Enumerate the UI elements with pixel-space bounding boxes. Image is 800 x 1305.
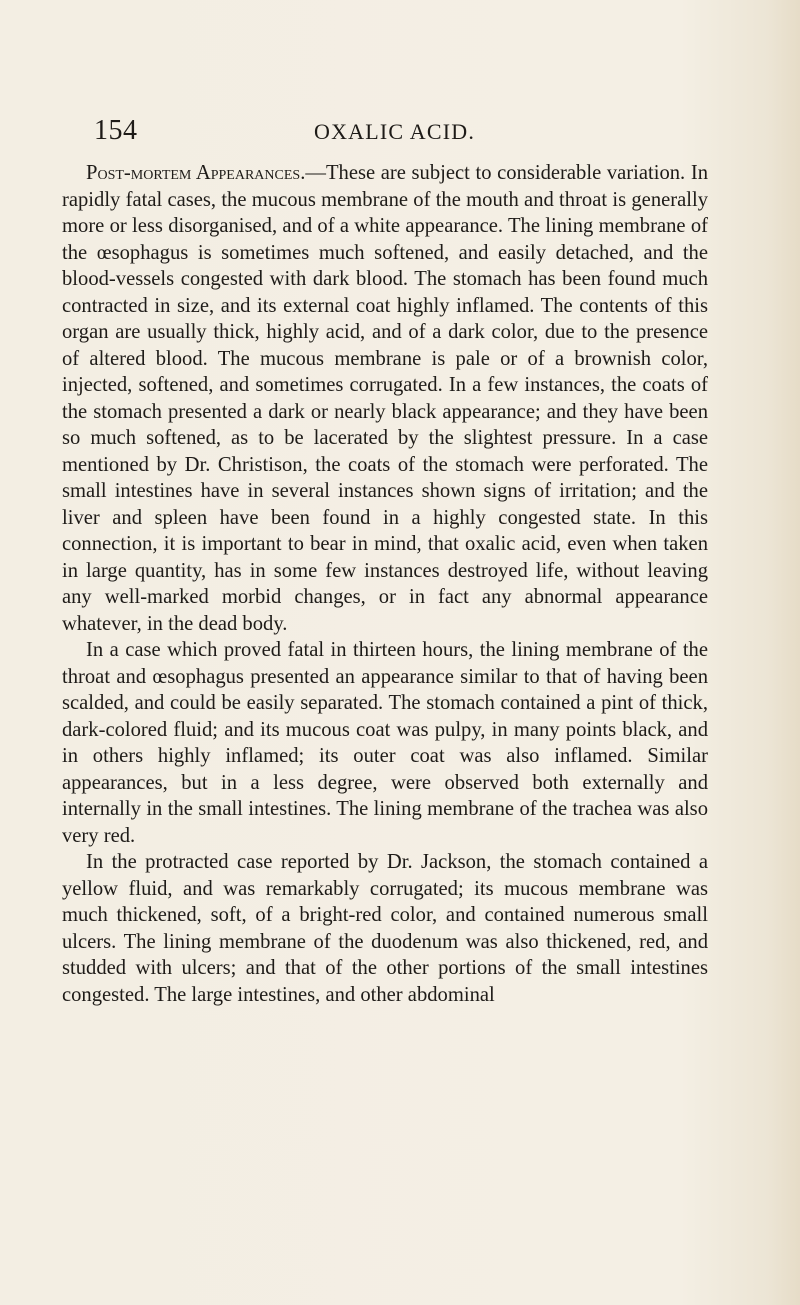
page-number: 154 [94, 115, 138, 146]
body-text [62, 160, 708, 1008]
running-title: OXALIC ACID. [314, 119, 476, 144]
paragraph-post-mortem [62, 160, 708, 637]
section-lead: Post-mortem Appearances. [86, 162, 306, 184]
paragraph-thirteen-hours-case: In a case which proved fatal in thirteen hours, the lining membrane of the throat and œsophagus presented an appearance similar to that of having been scalded, and could be easily separated. The stomach contained a pint of thick, dark-colored fluid; and its mucous coat was pulpy, in many points black, and in others highly inflamed; its outer coat was also inflamed. Similar appearances, but in a less degree, were observed both externally and internally in the small intestines. The lining membrane of the trachea was also very red. [62, 639, 708, 847]
paragraph-jackson-case: In the protracted case reported by Dr. Jackson, the stomach contained a yellow fluid, and was remarkably corrugated; its mucous membrane was much thickened, soft, of a bright-red color, and contained numerous small ulcers. The lining membrane of the duodenum was also thickened, red, and studded with ulcers; and that of the other portions of the small intestines congested. The large intestines, and other abdominal [62, 851, 708, 1006]
paragraph-text: —These are subject to considerable variation. In rapidly fatal cases, the mucous membrane of the mouth and throat is generally more or less disorganised, and of a white appearance. The lining membrane of the œsophagus is sometimes much softened, and easily detached, and the blood-vessels congested with dark blood. The stomach has been found much contracted in size, and its external coat highly inflamed. The contents of this organ are usually thick, highly acid, and of a dark color, due to the presence of altered blood. The mucous membrane is pale or of a brownish color, injected, softened, and sometimes corrugated. In a few instances, the coats of the stomach presented a dark or nearly black appearance; and they have been so much softened, as to be lacerated by the slightest pressure. In a case mentioned by Dr. Christison, the coats of the stomach were perforated. The small intestines have in several instances shown signs of irritation; and the liver and spleen have been found in a highly congested state. In this connection, it is important to bear in mind, that oxalic acid, even when taken in large quantity, has in some few instances destroyed life, without leaving any well-marked morbid changes, or in fact any abnormal appearance whatever, in the dead body. [62, 162, 708, 635]
page-header [94, 115, 708, 155]
